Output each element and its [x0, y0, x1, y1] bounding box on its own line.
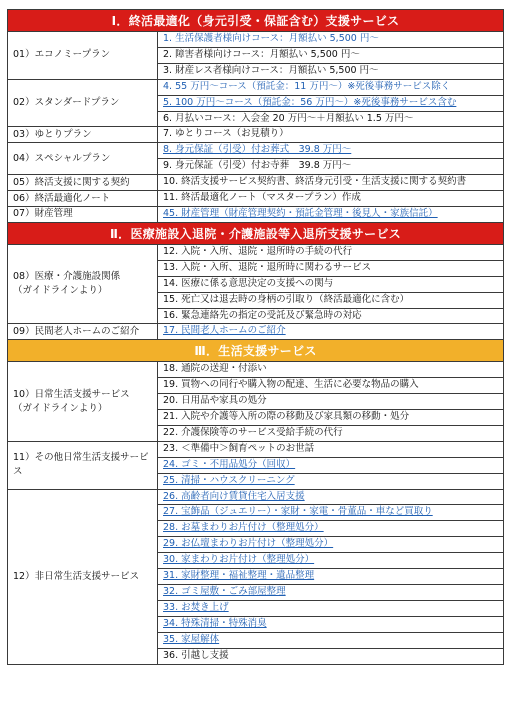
- service-item: [158, 127, 504, 143]
- service-row: [8, 175, 504, 191]
- service-item-text: 1. 生活保護者様向けコース：月額払い 5,500 円～: [163, 33, 379, 44]
- service-item: [158, 63, 504, 79]
- service-item-text: 4. 55 万円～コース（預託金：11 万円～）※死後事務サービス除く: [163, 80, 451, 92]
- category-label: 11）その他日常生活支援サービス: [8, 441, 158, 489]
- section-header-row: [8, 340, 504, 362]
- service-item: [158, 308, 504, 324]
- service-item: [158, 175, 504, 191]
- service-item-text[interactable]: 24. ゴミ・不用品処分（回収）: [163, 458, 296, 470]
- service-item-text: 9. 身元保証（引受）付お寺葬 39.8 万円～: [163, 160, 352, 172]
- service-row: [8, 79, 504, 95]
- service-item-text[interactable]: 17. 民間老人ホームのご紹介: [163, 325, 286, 337]
- service-link[interactable]: [158, 537, 504, 553]
- service-item: [158, 362, 504, 378]
- service-item-text: 14. 医療に係る意思決定の支援への関与: [163, 277, 334, 289]
- service-item-text[interactable]: 27. 宝飾品（ジュエリー）・家財・家電・骨董品・車など買取り: [163, 506, 433, 518]
- category-label: 07）財産管理: [8, 206, 158, 222]
- service-row: [8, 127, 504, 143]
- service-link[interactable]: [158, 600, 504, 616]
- service-row: [8, 362, 504, 378]
- service-row: [8, 441, 504, 457]
- service-link[interactable]: [158, 505, 504, 521]
- service-item-text: 7. ゆとりコース（お見積り）: [163, 128, 289, 140]
- service-item: [158, 191, 504, 207]
- category-label: 09）民間老人ホームのご紹介: [8, 324, 158, 340]
- service-item-text[interactable]: 34. 特殊清掃・特殊消臭: [163, 617, 267, 629]
- service-item: [158, 244, 504, 260]
- category-label: 03）ゆとりプラン: [8, 127, 158, 143]
- service-link[interactable]: [158, 457, 504, 473]
- section-title: Ⅲ．生活支援サービス: [8, 340, 504, 362]
- service-link[interactable]: [158, 521, 504, 537]
- service-item-text: 3. 財産レス者様向けコース：月額払い 5,500 円～: [163, 64, 379, 76]
- category-label: 01）エコノミープラン: [8, 32, 158, 80]
- service-link[interactable]: [158, 585, 504, 601]
- service-item: [158, 648, 504, 664]
- service-item: [158, 111, 504, 127]
- service-item-text: 2. 障害者様向けコース：月額払い 5,500 円～: [163, 48, 360, 60]
- service-link[interactable]: [158, 95, 504, 111]
- service-item-text[interactable]: 5. 100 万円～コース（預託金：56 万円～）※死後事務サービス含む: [163, 96, 457, 108]
- service-item-text[interactable]: 35. 家屋解体: [163, 633, 220, 645]
- service-link[interactable]: [158, 632, 504, 648]
- service-row: [8, 191, 504, 207]
- service-row: [8, 143, 504, 159]
- service-item-text: 18. 通院の送迎・付添い: [163, 363, 267, 375]
- service-row: [8, 32, 504, 48]
- service-item-text[interactable]: 8. 身元保証（引受）付お葬式 39.8 万円～: [163, 144, 352, 156]
- service-item: [158, 378, 504, 394]
- service-item-text: 13. 入院・入所、退院・退所時に関わるサービス: [163, 261, 372, 273]
- category-label: 08）医療・介護施設関係 （ガイドラインより）: [8, 244, 158, 324]
- service-item: [158, 292, 504, 308]
- service-item-text[interactable]: 45. 財産管理（財産管理契約・預託金管理・後見人・家族信託）: [163, 207, 438, 219]
- service-item-text: 20. 日用品や家具の処分: [163, 395, 267, 407]
- service-item-text[interactable]: 30. 家まわりお片付け（整理処分）: [163, 554, 315, 566]
- service-item-text: 16. 緊急連絡先の指定の受託及び緊急時の対応: [163, 309, 362, 321]
- service-item-text: 23. ＜準備中＞飼育ペットのお世話: [163, 442, 315, 454]
- service-item: [158, 260, 504, 276]
- service-link[interactable]: [158, 553, 504, 569]
- service-item: [158, 47, 504, 63]
- service-item: [158, 32, 504, 48]
- category-label: 12）非日常生活支援サービス: [8, 489, 158, 664]
- service-item-text[interactable]: 28. お墓まわりお片付け（整理処分）: [163, 522, 324, 534]
- service-item: [158, 394, 504, 410]
- service-link[interactable]: [158, 473, 504, 489]
- service-table: [7, 9, 504, 665]
- service-link[interactable]: [158, 489, 504, 505]
- service-item-text[interactable]: 33. お焚き上げ: [163, 601, 229, 613]
- service-row: [8, 244, 504, 260]
- category-label: 05）終活支援に関する契約: [8, 175, 158, 191]
- service-item-text[interactable]: 25. 清掃・ハウスクリーニング: [163, 474, 295, 486]
- service-item-text: 12. 入院・入所、退院・退所時の手続の代行: [163, 245, 353, 257]
- service-item-text[interactable]: 29. お仏壇まわりお片付け（整理処分）: [163, 538, 334, 550]
- service-item: [158, 159, 504, 175]
- service-item: [158, 425, 504, 441]
- service-item-text: 11. 終活最適化ノート（マスタープラン）作成: [163, 192, 361, 204]
- service-row: [8, 489, 504, 505]
- category-label: 10）日常生活支援サービス （ガイドラインより）: [8, 362, 158, 442]
- service-link[interactable]: [158, 206, 504, 222]
- service-item: [158, 79, 504, 95]
- service-link[interactable]: [158, 569, 504, 585]
- service-item-text[interactable]: 31. 家財整理・福祉整理・遺品整理: [163, 570, 315, 582]
- service-item-text: 6. 月払いコース：入会金 20 万円～＋月額払い 1.5 万円～: [163, 112, 414, 124]
- service-link[interactable]: [158, 616, 504, 632]
- service-row: [8, 206, 504, 222]
- category-label: 04）スペシャルプラン: [8, 143, 158, 175]
- service-link[interactable]: [158, 143, 504, 159]
- service-item: [158, 276, 504, 292]
- service-item-text[interactable]: 26. 高齢者向け賃貸住宅入居支援: [163, 490, 305, 502]
- service-item-text: 22. 介護保険等のサービス受給手続の代行: [163, 426, 343, 438]
- service-item-text: 21. 入院や介護等入所の際の移動及び家具類の移動・処分: [163, 411, 410, 423]
- service-item-text: 15. 死亡又は退去時の身柄の引取り（終活最適化に含む）: [163, 293, 410, 305]
- service-item: [158, 410, 504, 426]
- section-title: Ⅱ．医療施設入退院・介護施設等入退所支援サービス: [8, 222, 504, 244]
- service-item-text: 10. 終活支援サービス契約書、終活身元引受・生活支援に関する契約書: [163, 176, 467, 188]
- section-header-row: [8, 222, 504, 244]
- service-item-text: 36. 引越し支援: [163, 649, 229, 661]
- section-header-row: [8, 10, 504, 32]
- service-item-text: 19. 買物への同行や購入物の配達、生活に必要な物品の購入: [163, 379, 419, 391]
- service-row: [8, 324, 504, 340]
- section-title: Ⅰ．終活最適化（身元引受・保証含む）支援サービス: [8, 10, 504, 32]
- service-item: [158, 441, 504, 457]
- category-label: 02）スタンダードプラン: [8, 79, 158, 127]
- category-label: 06）終活最適化ノート: [8, 191, 158, 207]
- service-link[interactable]: [158, 324, 504, 340]
- service-item-text[interactable]: 32. ゴミ屋敷・ごみ部屋整理: [163, 586, 286, 597]
- service-list-sheet: [7, 9, 503, 665]
